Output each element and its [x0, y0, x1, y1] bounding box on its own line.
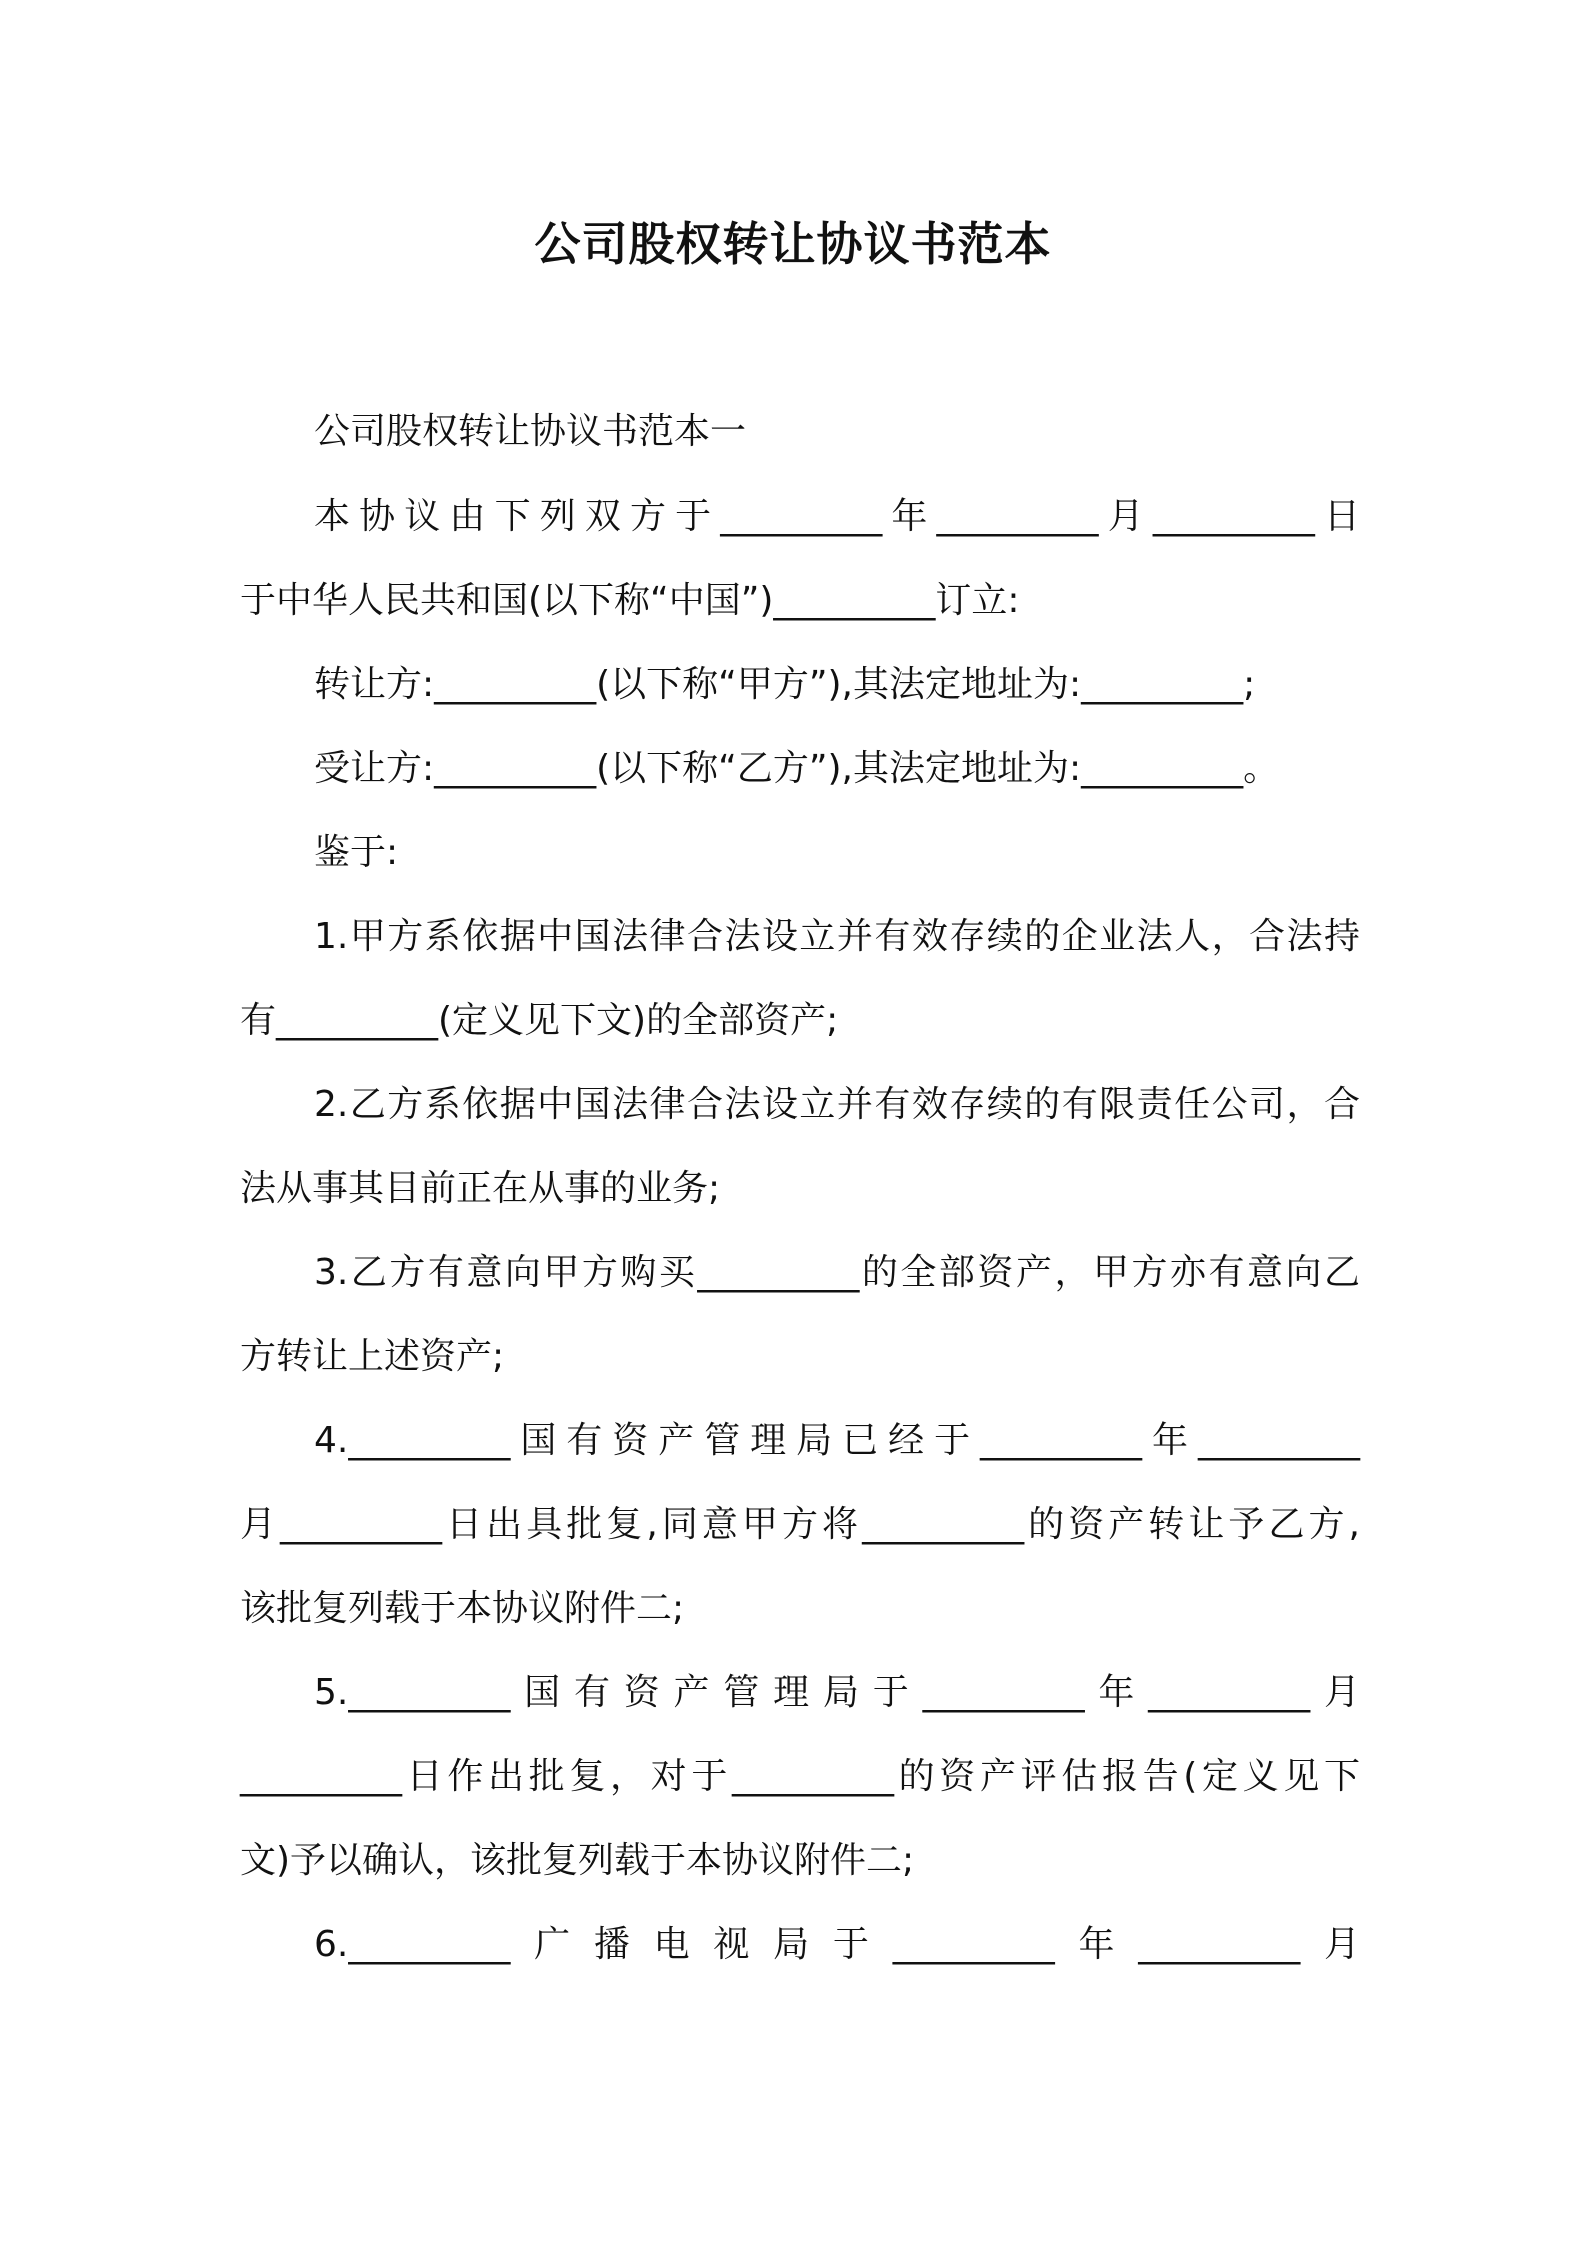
paragraph-line: 3.乙方有意向甲方购买_________的全部资产，甲方亦有意向乙 [314, 1252, 1360, 1293]
section-heading: 公司股权转让协议书范本一 [314, 411, 747, 452]
paragraph-line: 4._________国有资产管理局已经于_________年_________ [314, 1420, 1360, 1461]
paragraph-line: _________日作出批复，对于_________的资产评估报告(定义见下 [240, 1756, 1360, 1797]
paragraph-line: 5._________国有资产管理局于_________年_________月 [314, 1672, 1360, 1713]
paragraph-line: 该批复列载于本协议附件二; [240, 1588, 685, 1629]
paragraph-line: 本协议由下列双方于_________年_________月_________日 [314, 496, 1360, 537]
document-title: 公司股权转让协议书范本 [534, 217, 1052, 271]
paragraph-line: 于中华人民共和国(以下称“中国”)_________订立: [240, 580, 1020, 621]
paragraph-line: 月_________日出具批复,同意甲方将_________的资产转让予乙方, [240, 1504, 1360, 1545]
paragraph-line: 6._________广播电视局于_________年_________月 [314, 1924, 1360, 1965]
paragraph-line: 文)予以确认，该批复列载于本协议附件二; [240, 1840, 915, 1881]
paragraph-line: 受让方:_________(以下称“乙方”),其法定地址为:_________。 [314, 748, 1280, 789]
paragraph-line: 法从事其目前正在从事的业务; [240, 1168, 721, 1209]
paragraph-line: 方转让上述资产; [240, 1336, 505, 1377]
paragraph-line: 鉴于: [314, 832, 399, 873]
paragraph-line: 转让方:_________(以下称“甲方”),其法定地址为:_________; [314, 664, 1256, 705]
paragraph-line: 1.甲方系依据中国法律合法设立并有效存续的企业法人，合法持 [314, 916, 1360, 957]
paragraph-line: 2.乙方系依据中国法律合法设立并有效存续的有限责任公司，合 [314, 1084, 1360, 1125]
paragraph-line: 有_________(定义见下文)的全部资产; [240, 1000, 839, 1041]
